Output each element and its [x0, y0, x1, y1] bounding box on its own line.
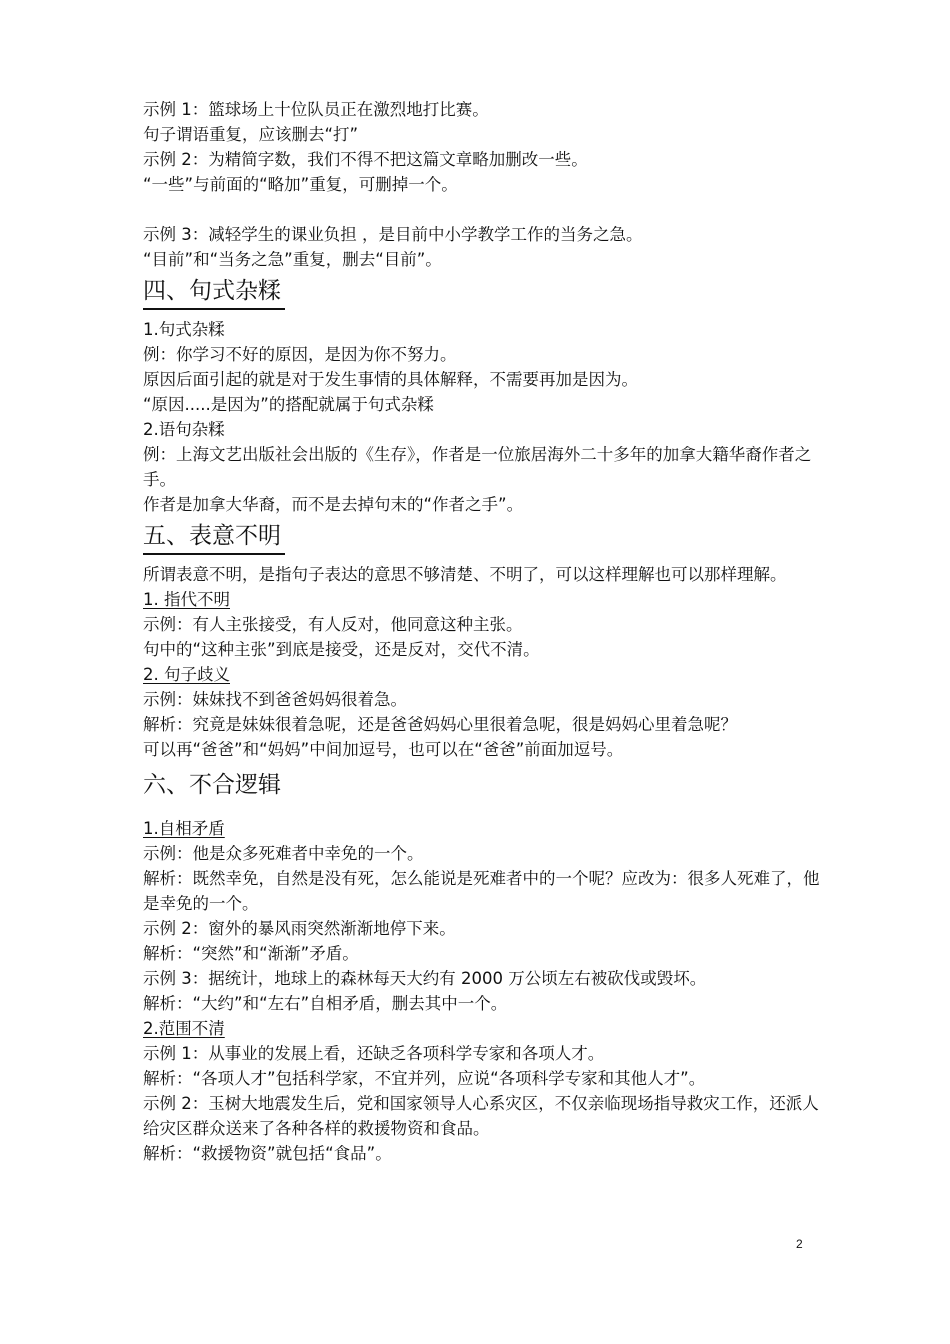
subheading: 1.句式杂糅 — [143, 320, 225, 339]
subheading — [143, 662, 823, 687]
text-line: 示例：他是众多死难者中幸免的一个。 — [143, 844, 424, 863]
subheading — [143, 1016, 823, 1041]
text-line: “一些”与前面的“略加”重复，可删掉一个。 — [143, 175, 458, 194]
section-heading: 五、表意不明 — [143, 519, 285, 555]
subheading — [143, 816, 823, 841]
text-line: 可以再“爸爸”和“妈妈”中间加逗号，也可以在“爸爸”前面加逗号。 — [143, 740, 624, 759]
subheading-text: 2. 句子歧义 — [143, 665, 230, 684]
text-line: 解析：究竟是妹妹很着急呢，还是爸爸妈妈心里很着急呢，很是妈妈心里着急呢？ — [143, 715, 737, 734]
text-line: 句子谓语重复，应该删去“打” — [143, 125, 359, 144]
section-heading: 六、不合逻辑 — [143, 772, 281, 798]
text-line: 解析：“大约”和“左右”自相矛盾，删去其中一个。 — [143, 994, 508, 1013]
text-line: “原因.....是因为”的搭配就属于句式杂糅 — [143, 395, 434, 414]
text-line: “目前”和“当务之急”重复，删去“目前”。 — [143, 250, 442, 269]
text-line: 示例 3：据统计，地球上的森林每天大约有 2000 万公顷左右被砍伐或毁坏。 — [143, 969, 707, 988]
text-line: 句中的“这种主张”到底是接受，还是反对，交代不清。 — [143, 640, 540, 659]
subheading — [143, 587, 823, 612]
blank-line — [143, 197, 823, 222]
subheading-text: 2.范围不清 — [143, 1019, 225, 1038]
text-line: 示例：有人主张接受，有人反对，他同意这种主张。 — [143, 615, 523, 634]
text-line: 作者是加拿大华裔，而不是去掉句末的“作者之手”。 — [143, 495, 524, 514]
text-line: 解析：“救援物资”就包括“食品”。 — [143, 1144, 392, 1163]
section-5 — [143, 517, 823, 762]
text-line: 示例 2：玉树大地震发生后，党和国家领导人心系灾区，不仅亲临现场指导救灾工作，还派人给灾区群众送来了各种各样的救援物资和食品。 — [143, 1094, 819, 1138]
text-line: 解析：“突然”和“渐渐”矛盾。 — [143, 944, 359, 963]
section-4 — [143, 272, 823, 517]
text-line: 示例 2：窗外的暴风雨突然渐渐地停下来。 — [143, 919, 456, 938]
subheading-text: 1. 指代不明 — [143, 590, 230, 609]
page-number: 2 — [796, 1237, 803, 1251]
intro-paragraph: 所谓表意不明，是指句子表达的意思不够清楚、不明了，可以这样理解也可以那样理解。 — [143, 565, 787, 584]
text-line: 解析：既然幸免，自然是没有死，怎么能说是死难者中的一个呢？应改为：很多人死难了，他是幸免的一个。 — [143, 869, 820, 913]
section-6 — [143, 762, 823, 1166]
document-body — [143, 97, 823, 1166]
text-line: 示例：妹妹找不到爸爸妈妈很着急。 — [143, 690, 407, 709]
text-line: 原因后面引起的就是对于发生事情的具体解释，不需要再加是因为。 — [143, 370, 638, 389]
subheading-text: 1.自相矛盾 — [143, 819, 225, 838]
text-line: 例：你学习不好的原因，是因为你不努力。 — [143, 345, 457, 364]
text-line: 示例 3：减轻学生的课业负担 ，是目前中小学教学工作的当务之急。 — [143, 225, 643, 244]
text-line: 示例 2：为精简字数，我们不得不把这篇文章略加删改一些。 — [143, 150, 588, 169]
subheading: 2.语句杂糅 — [143, 420, 225, 439]
text-line: 例：上海文艺出版社会出版的《生存》，作者是一位旅居海外二十多年的加拿大籍华裔作者之手。 — [143, 445, 812, 489]
text-line: 解析：“各项人才”包括科学家，不宜并列，应说“各项科学专家和其他人才”。 — [143, 1069, 706, 1088]
text-line: 示例 1：从事业的发展上看，还缺乏各项科学专家和各项人才。 — [143, 1044, 605, 1063]
section-heading: 四、句式杂糅 — [143, 274, 285, 310]
text-line: 示例 1：篮球场上十位队员正在激烈地打比赛。 — [143, 100, 489, 119]
